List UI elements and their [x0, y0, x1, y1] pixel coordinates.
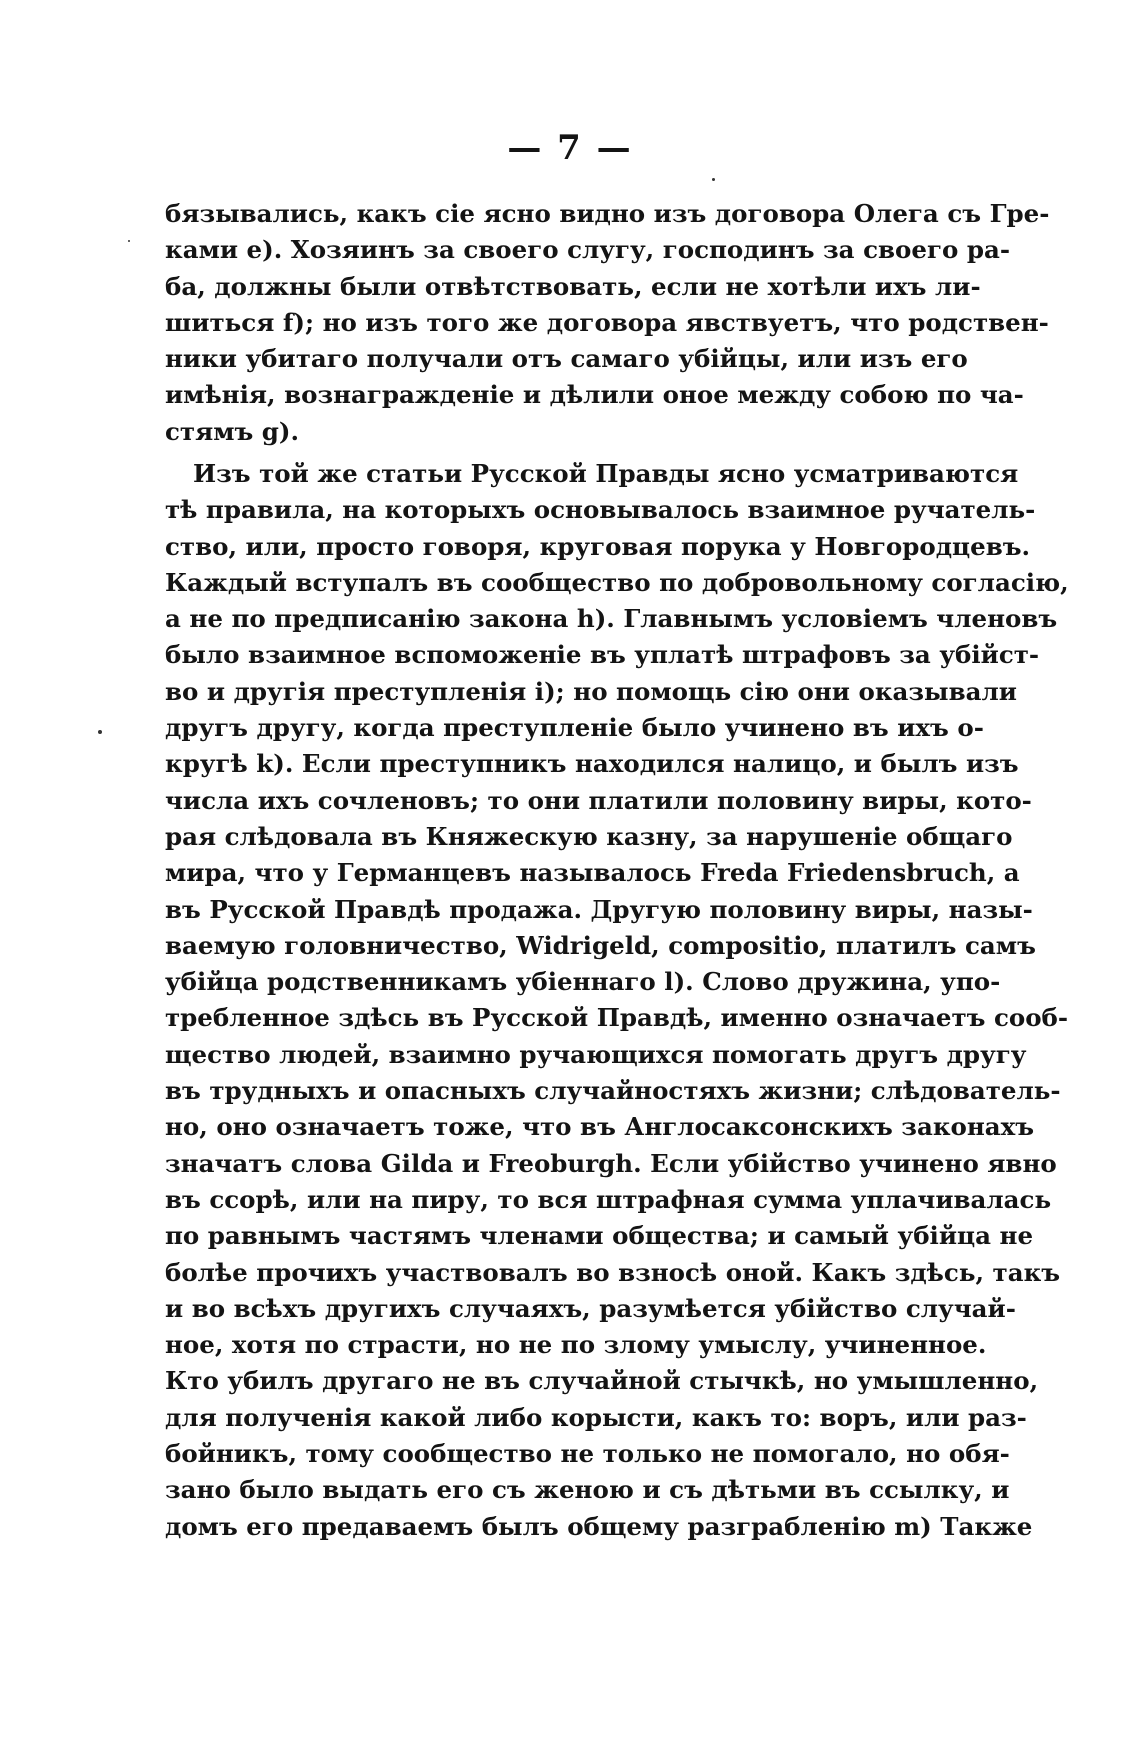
text-line: числа ихъ сочленовъ; то они платили половину виры, кото- — [165, 785, 1032, 815]
text-line: ники убитаго получали отъ самаго убійцы, или изъ его — [165, 344, 968, 374]
text-line: а не по предписанію закона h). Главнымъ условіемъ членовъ — [165, 604, 1058, 634]
text-line: шиться f); но изъ того же договора явствуетъ, что родствен- — [165, 307, 1049, 337]
text-line: ваемую головничество, Widrigeld, compositio, платилъ самъ — [165, 930, 1036, 960]
text-line: ное, хотя по страсти, но не по злому умыслу, учиненное. — [165, 1330, 987, 1360]
text-line: мира, что у Германцевъ называлось Freda Friedensbruch, а — [165, 858, 1020, 888]
text-line: тѣ правила, на которыхъ основывалось взаимное ручатель- — [165, 495, 1036, 525]
text-line: кругѣ k). Если преступникъ находился налицо, и былъ изъ — [165, 749, 1019, 779]
scan-speck — [128, 240, 130, 242]
page-number: — 7 — — [507, 128, 633, 168]
text-line: во и другія преступленія i); но помощь сію они оказывали — [165, 676, 1017, 706]
text-line: домъ его предаваемъ былъ общему разграбленію m) Также — [165, 1511, 1033, 1541]
text-line: имѣнія, вознагражденіе и дѣлили оное между собою по ча- — [165, 380, 1024, 410]
text-line: но, оно означаетъ тоже, что въ Англосаксонскихъ законахъ — [165, 1112, 1035, 1142]
paragraph-1 — [165, 196, 1050, 450]
text-line: Изъ той же статьи Русской Правды ясно усматриваются — [193, 459, 1019, 488]
text-line: было взаимное вспоможеніе въ уплатѣ штрафовъ за убійст- — [165, 640, 1040, 670]
text-line: по равнымъ частямъ членами общества; и самый убійца не — [165, 1221, 1034, 1251]
text-line: рая слѣдовала въ Княжескую казну, за нарушеніе общаго — [165, 821, 1013, 851]
text-line: требленное здѣсь въ Русской Правдѣ, именно означаетъ сооб- — [165, 1003, 1069, 1033]
text-line: стямъ g). — [165, 416, 300, 446]
text-line: Кто убилъ другаго не въ случайной стычкѣ, но умышленно, — [165, 1366, 1039, 1396]
text-line: Каждый вступалъ въ сообщество по добровольному согласію, — [165, 567, 1069, 597]
text-line: щество людей, взаимно ручающихся помогать другъ другу — [165, 1039, 1027, 1069]
scan-speck — [98, 730, 102, 734]
text-line: въ ссорѣ, или на пиру, то вся штрафная сумма уплачивалась — [165, 1184, 1052, 1214]
text-line: въ Русской Правдѣ продажа. Другую половину виры, назы- — [165, 894, 1033, 924]
text-line: въ трудныхъ и опасныхъ случайностяхъ жизни; слѣдователь- — [165, 1076, 1061, 1106]
text-line: ками е). Хозяинъ за своего слугу, господинъ за своего ра- — [165, 235, 1010, 265]
text-line: бойникъ, тому сообщество не только не помогало, но обя- — [165, 1439, 1010, 1469]
paragraph-2 — [165, 456, 1069, 1545]
text-line: значатъ слова Gilda и Freoburgh. Если убійство учинено явно — [165, 1148, 1057, 1178]
text-line: болѣе прочихъ участвовалъ во взносѣ оной. Какъ здѣсь, такъ — [165, 1257, 1061, 1287]
text-line: для полученія какой либо корысти, какъ то: воръ, или раз- — [165, 1402, 1027, 1432]
text-line: ство, или, просто говоря, круговая порука у Новгородцевъ. — [165, 531, 1031, 561]
text-line: бязывались, какъ сіе ясно видно изъ договора Олега съ Гре- — [165, 199, 1050, 228]
text-line: и во всѣхъ другихъ случаяхъ, разумѣется убійство случай- — [165, 1293, 1016, 1323]
text-line: ба, должны были отвѣтствовать, если не хотѣли ихъ ли- — [165, 271, 981, 301]
text-line: убійца родственникамъ убіеннаго l). Слово дружина, упо- — [165, 967, 1001, 997]
text-line: зано было выдать его съ женою и съ дѣтьми въ ссылку, и — [165, 1475, 1010, 1505]
text-line: другъ другу, когда преступленіе было учинено въ ихъ о- — [165, 713, 984, 743]
scan-speck — [712, 178, 715, 181]
